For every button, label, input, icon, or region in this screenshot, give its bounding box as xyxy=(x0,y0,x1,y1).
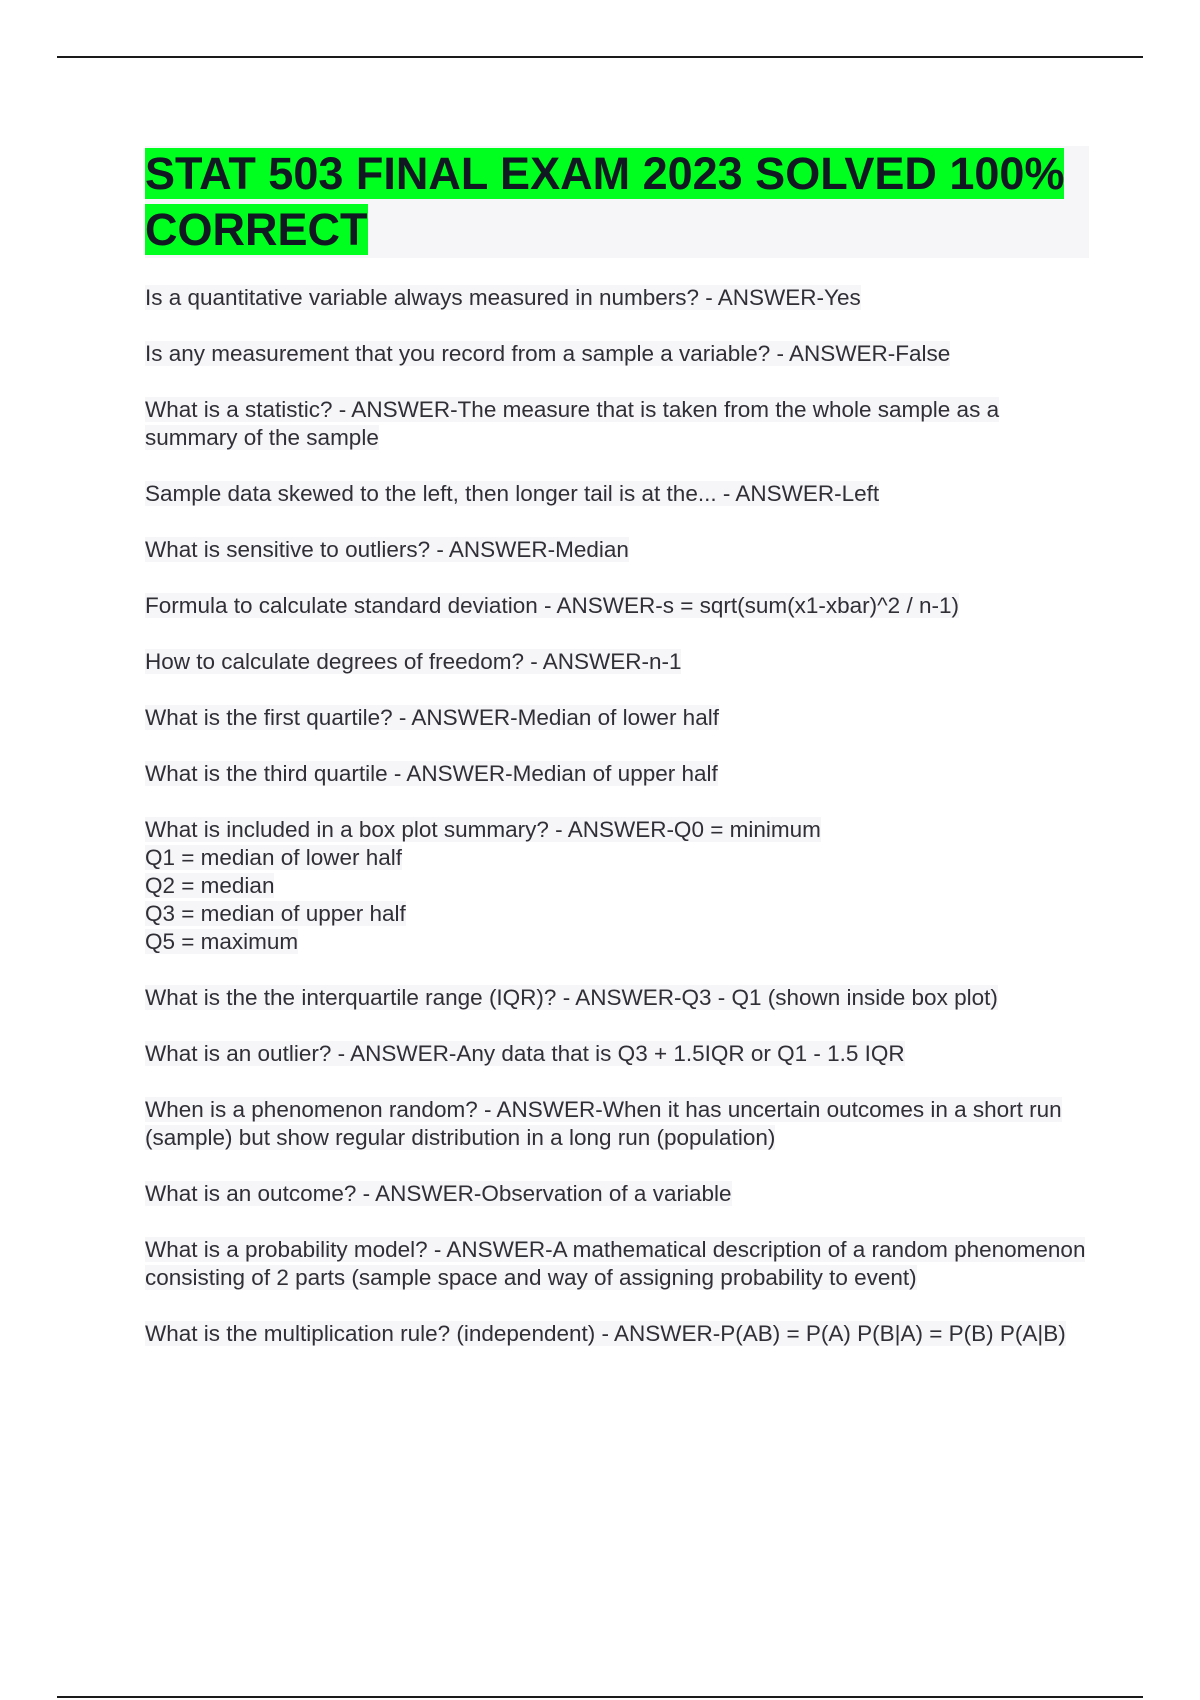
qa-text: What is the first quartile? - ANSWER-Median of lower half xyxy=(145,705,719,730)
qa-text: What is a statistic? - ANSWER-The measure that is taken from the whole sample as a summary of the sample xyxy=(145,397,1000,450)
qa-item xyxy=(145,984,1089,1012)
qa-item xyxy=(145,1040,1089,1068)
qa-item xyxy=(145,1180,1089,1208)
qa-text: Is any measurement that you record from a sample a variable? - ANSWER-False xyxy=(145,341,951,366)
qa-item xyxy=(145,396,1089,452)
qa-text: What is a probability model? - ANSWER-A mathematical description of a random phenomenon consisting of 2 parts (sample space and way of assigning probability to event) xyxy=(145,1237,1086,1290)
qa-item xyxy=(145,340,1089,368)
qa-text: What is the the interquartile range (IQR)? - ANSWER-Q3 - Q1 (shown inside box plot) xyxy=(145,985,998,1010)
title-highlight: STAT 503 FINAL EXAM 2023 SOLVED 100% CORRECT xyxy=(145,148,1065,255)
qa-text: What is included in a box plot summary? - ANSWER-Q0 = minimum Q1 = median of lower half Q2 = median Q3 = median of upper half Q5 = maximum xyxy=(145,817,821,954)
qa-item xyxy=(145,536,1089,564)
qa-text: When is a phenomenon random? - ANSWER-When it has uncertain outcomes in a short run (sample) but show regular distribution in a long run (population) xyxy=(145,1097,1062,1150)
qa-text: What is an outcome? - ANSWER-Observation of a variable xyxy=(145,1181,732,1206)
qa-item xyxy=(145,1320,1089,1348)
qa-text: Formula to calculate standard deviation - ANSWER-s = sqrt(sum(x1-xbar)^2 / n-1) xyxy=(145,593,959,618)
qa-item xyxy=(145,760,1089,788)
qa-text: Sample data skewed to the left, then longer tail is at the... - ANSWER-Left xyxy=(145,481,880,506)
qa-item xyxy=(145,480,1089,508)
qa-item xyxy=(145,1096,1089,1152)
qa-item xyxy=(145,704,1089,732)
qa-item xyxy=(145,284,1089,312)
footer-rule xyxy=(57,1696,1143,1698)
qa-text: What is the third quartile - ANSWER-Median of upper half xyxy=(145,761,718,786)
qa-text: What is the multiplication rule? (independent) - ANSWER-P(AB) = P(A) P(B|A) = P(B) P(A|B) xyxy=(145,1321,1066,1346)
qa-text: What is sensitive to outliers? - ANSWER-Median xyxy=(145,537,629,562)
qa-item xyxy=(145,816,1089,956)
qa-item xyxy=(145,648,1089,676)
document-body xyxy=(145,146,1089,1376)
qa-item xyxy=(145,1236,1089,1292)
header-rule xyxy=(57,56,1143,58)
title-block xyxy=(145,146,1089,258)
qa-list xyxy=(145,284,1089,1348)
qa-item xyxy=(145,592,1089,620)
qa-text: How to calculate degrees of freedom? - ANSWER-n-1 xyxy=(145,649,682,674)
qa-text: Is a quantitative variable always measured in numbers? - ANSWER-Yes xyxy=(145,285,861,310)
qa-text: What is an outlier? - ANSWER-Any data that is Q3 + 1.5IQR or Q1 - 1.5 IQR xyxy=(145,1041,905,1066)
document-title xyxy=(145,146,1089,258)
